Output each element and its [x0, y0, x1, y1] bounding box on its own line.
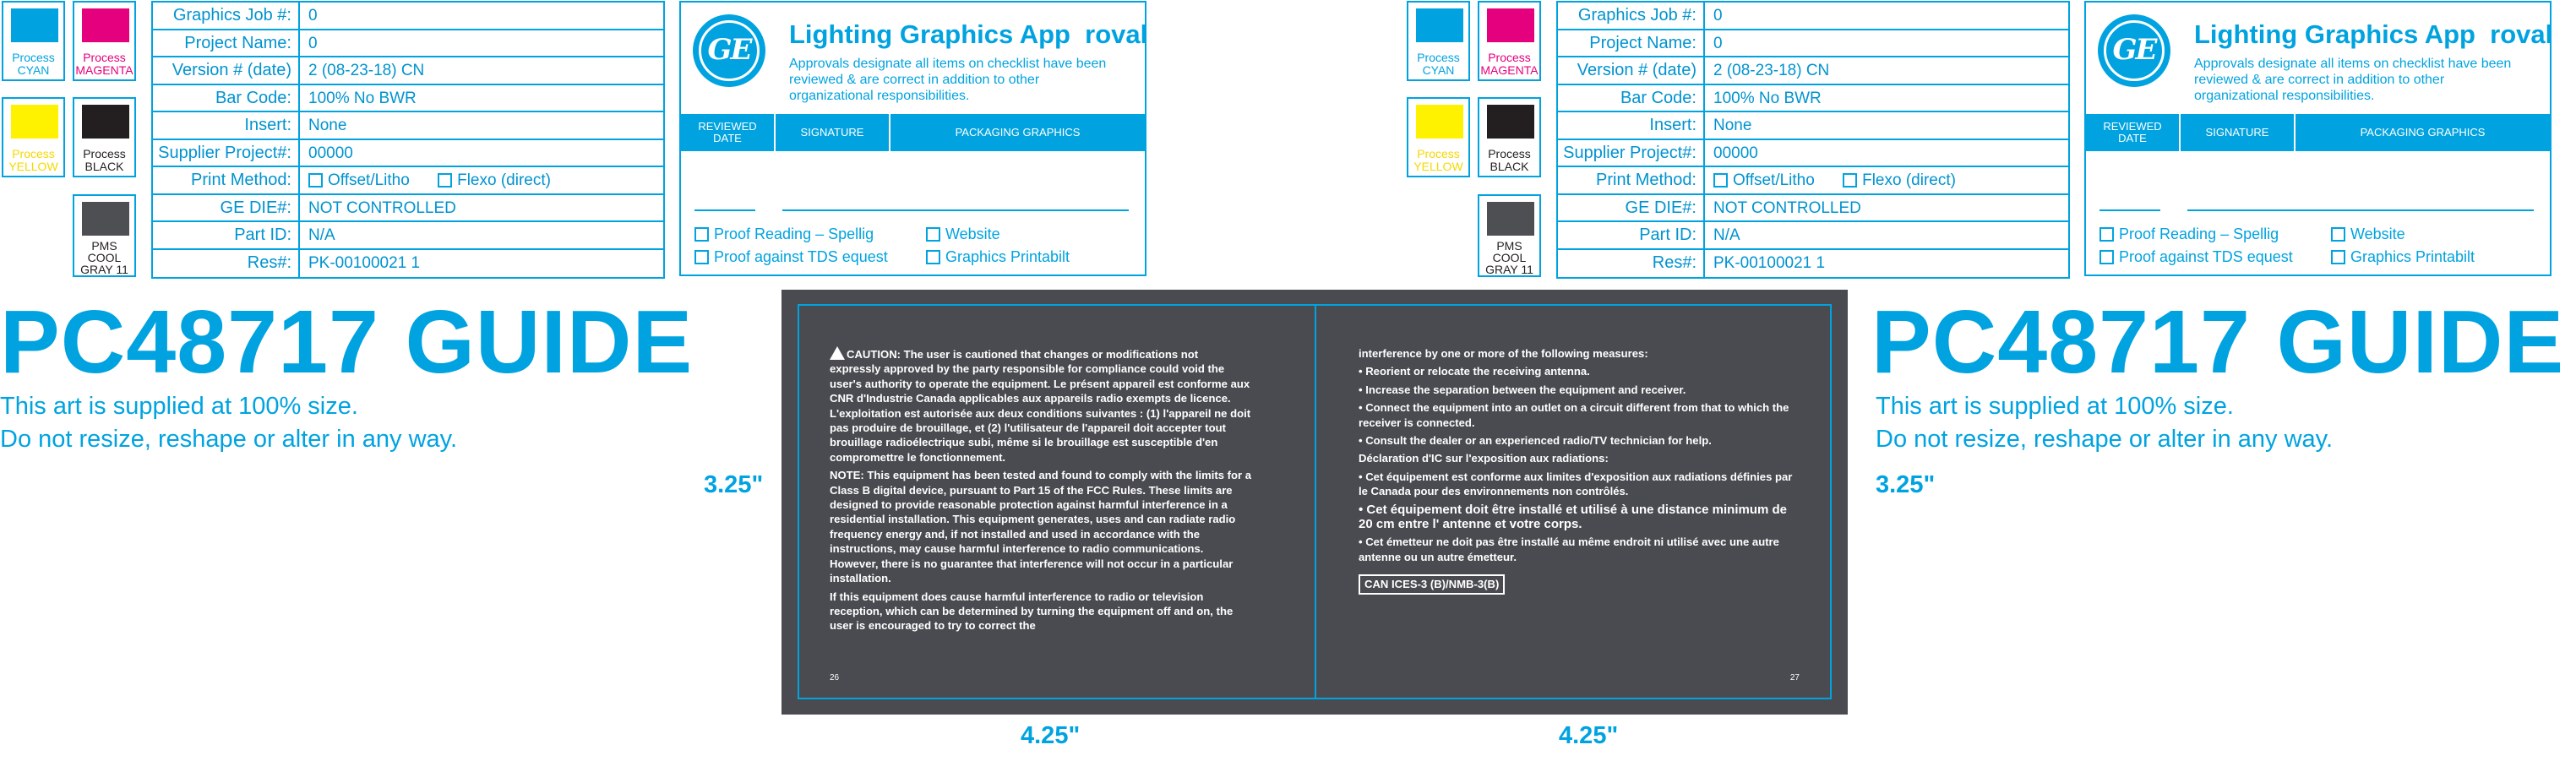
page-left-text	[830, 346, 1252, 637]
col-label: DATE	[713, 132, 742, 144]
option-label: Offset/Litho	[328, 171, 410, 189]
table-row	[153, 85, 663, 113]
table-row	[1558, 250, 2068, 278]
table-row	[153, 140, 663, 168]
col-label: REVIEWED	[698, 120, 757, 133]
field-label: Res#:	[153, 250, 300, 278]
artwork-spread	[782, 290, 1848, 715]
table-row	[1558, 112, 2068, 140]
field-value: NOT CONTROLLED	[1713, 198, 1861, 217]
swatch-label: GRAY 11	[1485, 263, 1533, 276]
check-website[interactable]	[2331, 226, 2405, 243]
swatch-label: Process	[83, 51, 126, 64]
approval-header-bar	[2086, 114, 2550, 151]
swatch-label: GRAY 11	[80, 263, 128, 276]
table-row	[153, 3, 663, 30]
flexo-checkbox[interactable]	[438, 173, 452, 188]
ge-logo	[2098, 14, 2170, 87]
offset-litho-checkbox[interactable]	[308, 173, 323, 188]
check-printability[interactable]	[926, 248, 1070, 266]
check-label: Proof Reading – Spellig	[2119, 226, 2279, 242]
height-dimension: 3.25"	[1876, 471, 1936, 498]
col-label: REVIEWED	[2103, 120, 2162, 133]
table-row	[153, 57, 663, 85]
width-dimension-right: 4.25"	[1559, 722, 1619, 749]
check-website[interactable]	[926, 226, 1000, 243]
col-label: DATE	[2118, 132, 2147, 144]
swatch-yellow	[2, 97, 65, 177]
swatch-label: BLACK	[84, 160, 124, 173]
measure-item: • Increase the separation between the equipment and receiver.	[1359, 383, 1686, 396]
field-value: None	[308, 117, 347, 134]
guide-title: PC48717 GUIDE	[1871, 292, 2565, 392]
table-row	[1558, 57, 2068, 85]
field-value: 0	[1713, 34, 1723, 52]
caution-text: CAUTION: The user is cautioned that changes or modifications not expressly approved by the party responsible for compliance could void the user's authority to operate the equipment. Le présent appareil est conforme aux CNR d'Industrie Canada applicables aux appareils radio exempts de licence. L'exploitation est autorisée aux deux conditions suivantes : (1) l'appareil ne doit pas produire de brouillage, et (2) l'utilisateur de l'appareil doit accepter tout brouillage radioélectrique subi, même si le brouillage est susceptible d'en compromettre le fonctionnement.	[830, 348, 1251, 464]
ic-item: • Cet équipement doit être installé et utilisé à une distance minimum de 20 cm entre l' antenne et votre corps.	[1359, 502, 1788, 532]
guide-note-1: This art is supplied at 100% size.	[0, 393, 358, 420]
table-row	[1558, 140, 2068, 168]
swatch-label: Process	[1488, 147, 1531, 160]
harmful-paragraph: If this equipment does cause harmful interference to radio or television reception, which can be determined by turning the equipment off and on, the user is encouraged to try to correct the	[830, 590, 1234, 633]
swatch-chip	[1487, 202, 1534, 236]
field-value: 0	[308, 34, 318, 52]
field-label: GE DIE#:	[1558, 195, 1705, 221]
approval-title: Lighting Graphics App roval	[789, 19, 1148, 49]
field-value: N/A	[1713, 226, 1740, 244]
swatch-label: Process	[1417, 51, 1460, 64]
approval-description: Approvals designate all items on checklist have been reviewed & are correct in addition to other organizational responsibilities.	[2194, 57, 2512, 103]
table-row	[1558, 3, 2068, 30]
swatch-cyan	[1407, 1, 1470, 81]
swatch-chip	[11, 105, 58, 139]
swatch-label: CYAN	[17, 63, 50, 77]
check-label: Graphics Printabilt	[2350, 248, 2475, 265]
page-left	[798, 304, 1316, 699]
field-value: None	[1713, 117, 1752, 134]
field-label: Version # (date)	[1558, 57, 1705, 84]
signature-line	[782, 209, 1129, 211]
col-packaging-graphics: PACKAGING GRAPHICS	[955, 126, 1081, 139]
table-row	[1558, 85, 2068, 113]
field-label: Supplier Project#:	[153, 140, 300, 166]
table-row	[153, 112, 663, 140]
field-value: 0	[1713, 7, 1723, 24]
field-value: 2 (08-23-18) CN	[1713, 62, 1830, 79]
swatch-chip	[1416, 105, 1463, 139]
page-right	[1315, 304, 1832, 699]
check-printability[interactable]	[2331, 248, 2475, 266]
print-method-options	[308, 167, 663, 193]
swatch-black	[1478, 97, 1541, 177]
field-value: NOT CONTROLLED	[308, 198, 456, 217]
field-value: 2 (08-23-18) CN	[308, 62, 425, 79]
swatch-chip	[82, 8, 129, 42]
check-label: Proof against TDS equest	[714, 248, 888, 265]
swatch-cool-gray	[1478, 194, 1541, 277]
field-label: Print Method:	[1558, 167, 1705, 193]
date-line	[694, 209, 755, 211]
field-label: Bar Code:	[1558, 85, 1705, 111]
checkbox[interactable]	[2099, 250, 2114, 264]
field-label: Supplier Project#:	[1558, 140, 1705, 166]
table-row	[153, 222, 663, 250]
logo-text: GE	[707, 33, 751, 67]
guide-note-1: This art is supplied at 100% size.	[1876, 393, 2234, 420]
swatch-label: Process	[12, 147, 55, 160]
swatch-black	[73, 97, 136, 177]
guide-note-2: Do not resize, reshape or alter in any way.	[1876, 426, 2334, 453]
flexo-checkbox[interactable]	[1843, 173, 1857, 188]
swatch-label: COOL	[87, 251, 122, 264]
check-proof-reading[interactable]	[2099, 226, 2279, 243]
swatch-label: Process	[83, 147, 126, 160]
check-label: Website	[945, 226, 1000, 242]
swatch-chip	[1487, 8, 1534, 42]
field-label: Graphics Job #:	[153, 3, 300, 29]
swatch-label: Process	[1417, 147, 1460, 160]
offset-litho-checkbox[interactable]	[1713, 173, 1728, 188]
guide-title: PC48717 GUIDE	[0, 292, 694, 392]
note-paragraph: NOTE: This equipment has been tested and found to comply with the limits for a Class B digital device, pursuant to Part 15 of the FCC Rules. These limits are designed to provide reasonable protection against harmful interference in a residential installation. This equipment generates, uses and can radiate radio frequency energy and, if not installed and used in accordance with the instructions, may cause harmful interference to radio communications. However, there is no guarantee that interference will not occur in a particular installation.	[830, 469, 1252, 585]
swatch-label: Process	[1488, 51, 1531, 64]
swatch-label: YELLOW	[8, 160, 58, 173]
checkbox[interactable]	[2099, 227, 2114, 242]
page-right-text	[1359, 346, 1798, 595]
field-value: PK-00100021 1	[308, 253, 421, 272]
table-row	[1558, 222, 2068, 250]
caution-paragraph	[830, 346, 1252, 465]
page-number: 26	[830, 673, 840, 682]
field-label: Res#:	[1558, 250, 1705, 278]
swatch-cyan	[2, 1, 65, 81]
swatch-label: YELLOW	[1413, 160, 1463, 173]
measures-intro: interference by one or more of the following measures:	[1359, 347, 1648, 360]
checkbox[interactable]	[2331, 227, 2345, 242]
table-row	[1558, 30, 2068, 58]
table-row	[153, 195, 663, 223]
option-label: Flexo (direct)	[1862, 171, 1956, 189]
col-packaging-graphics: PACKAGING GRAPHICS	[2360, 126, 2486, 139]
table-row	[153, 167, 663, 195]
checkbox[interactable]	[694, 227, 709, 242]
ic-item: • Cet émetteur ne doit pas être installé au même endroit ni utilisé avec une autre antenne ou un autre émetteur.	[1359, 535, 1779, 563]
guide-note-2: Do not resize, reshape or alter in any way.	[0, 426, 458, 453]
field-label: Print Method:	[153, 167, 300, 193]
checkbox[interactable]	[926, 250, 940, 264]
ices-badge: CAN ICES-3 (B)/NMB-3(B)	[1359, 574, 1505, 594]
swatch-label: PMS	[1496, 239, 1522, 253]
check-label: Website	[2350, 226, 2405, 242]
field-value: 100% No BWR	[1713, 89, 1822, 107]
swatch-chip	[82, 105, 129, 139]
field-value: PK-00100021 1	[1713, 253, 1826, 272]
option-label: Offset/Litho	[1733, 171, 1815, 189]
check-label: Proof Reading – Spellig	[714, 226, 874, 242]
swatch-label: Process	[12, 51, 55, 64]
date-line	[2099, 209, 2160, 211]
ic-item: • Cet équipement est conforme aux limites d'exposition aux radiations définies par le Canada pour des environnements non contrôlés.	[1359, 470, 1793, 498]
table-row	[1558, 167, 2068, 195]
check-proof-tds[interactable]	[694, 248, 888, 266]
option-label: Flexo (direct)	[457, 171, 551, 189]
field-label: Version # (date)	[153, 57, 300, 84]
checkbox[interactable]	[926, 227, 940, 242]
swatch-chip	[11, 8, 58, 42]
approval-box	[679, 1, 1146, 276]
checkbox[interactable]	[2331, 250, 2345, 264]
swatch-label: MAGENTA	[75, 63, 133, 77]
field-label: Graphics Job #:	[1558, 3, 1705, 29]
approval-title: Lighting Graphics App roval	[2194, 19, 2553, 49]
warning-icon	[830, 346, 845, 360]
field-label: Insert:	[1558, 112, 1705, 139]
check-proof-reading[interactable]	[694, 226, 874, 243]
signature-line	[2187, 209, 2534, 211]
swatch-label: BLACK	[1490, 160, 1529, 173]
print-method-options	[1713, 167, 2068, 193]
swatch-cool-gray	[73, 194, 136, 277]
swatch-label: MAGENTA	[1480, 63, 1539, 77]
swatch-yellow	[1407, 97, 1470, 177]
job-info-table	[1556, 1, 2070, 279]
col-signature: SIGNATURE	[2205, 126, 2269, 139]
measure-item: • Reorient or relocate the receiving antenna.	[1359, 365, 1590, 378]
col-reviewed-date	[681, 114, 774, 151]
table-row	[153, 250, 663, 278]
field-value: 00000	[308, 144, 353, 162]
swatch-label: CYAN	[1422, 63, 1455, 77]
field-label: GE DIE#:	[153, 195, 300, 221]
measure-item: • Connect the equipment into an outlet on a circuit different from that to which the receiver is connected.	[1359, 401, 1789, 429]
field-label: Project Name:	[1558, 30, 1705, 57]
swatch-chip	[82, 202, 129, 236]
col-signature: SIGNATURE	[800, 126, 864, 139]
height-dimension: 3.25"	[704, 471, 764, 498]
ic-title: Déclaration d'IC sur l'exposition aux radiations:	[1359, 452, 1609, 465]
col-reviewed-date	[2086, 114, 2179, 151]
approval-description: Approvals designate all items on checklist have been reviewed & are correct in addition to other organizational responsibilities.	[789, 57, 1107, 103]
field-value: 00000	[1713, 144, 1758, 162]
field-label: Bar Code:	[153, 85, 300, 111]
checkbox[interactable]	[694, 250, 709, 264]
swatch-chip	[1487, 105, 1534, 139]
job-info-table	[151, 1, 665, 279]
table-row	[1558, 195, 2068, 223]
ge-logo	[693, 14, 765, 87]
field-label: Part ID:	[1558, 222, 1705, 248]
width-dimension-left: 4.25"	[1021, 722, 1081, 749]
approval-box	[2084, 1, 2551, 276]
page-number: 27	[1789, 673, 1800, 682]
field-label: Insert:	[153, 112, 300, 139]
swatch-chip	[1416, 8, 1463, 42]
logo-text: GE	[2112, 33, 2156, 67]
check-label: Proof against TDS equest	[2119, 248, 2293, 265]
field-value: 100% No BWR	[308, 89, 417, 107]
table-row	[153, 30, 663, 58]
field-label: Part ID:	[153, 222, 300, 248]
swatch-label: COOL	[1492, 251, 1527, 264]
approval-header-bar	[681, 114, 1145, 151]
check-label: Graphics Printabilt	[945, 248, 1070, 265]
check-proof-tds[interactable]	[2099, 248, 2293, 266]
field-value: 0	[308, 7, 318, 24]
swatch-magenta	[1478, 1, 1541, 81]
field-label: Project Name:	[153, 30, 300, 57]
measure-item: • Consult the dealer or an experienced radio/TV technician for help.	[1359, 434, 1712, 448]
swatch-label: PMS	[91, 239, 117, 253]
field-value: N/A	[308, 226, 335, 244]
swatch-magenta	[73, 1, 136, 81]
